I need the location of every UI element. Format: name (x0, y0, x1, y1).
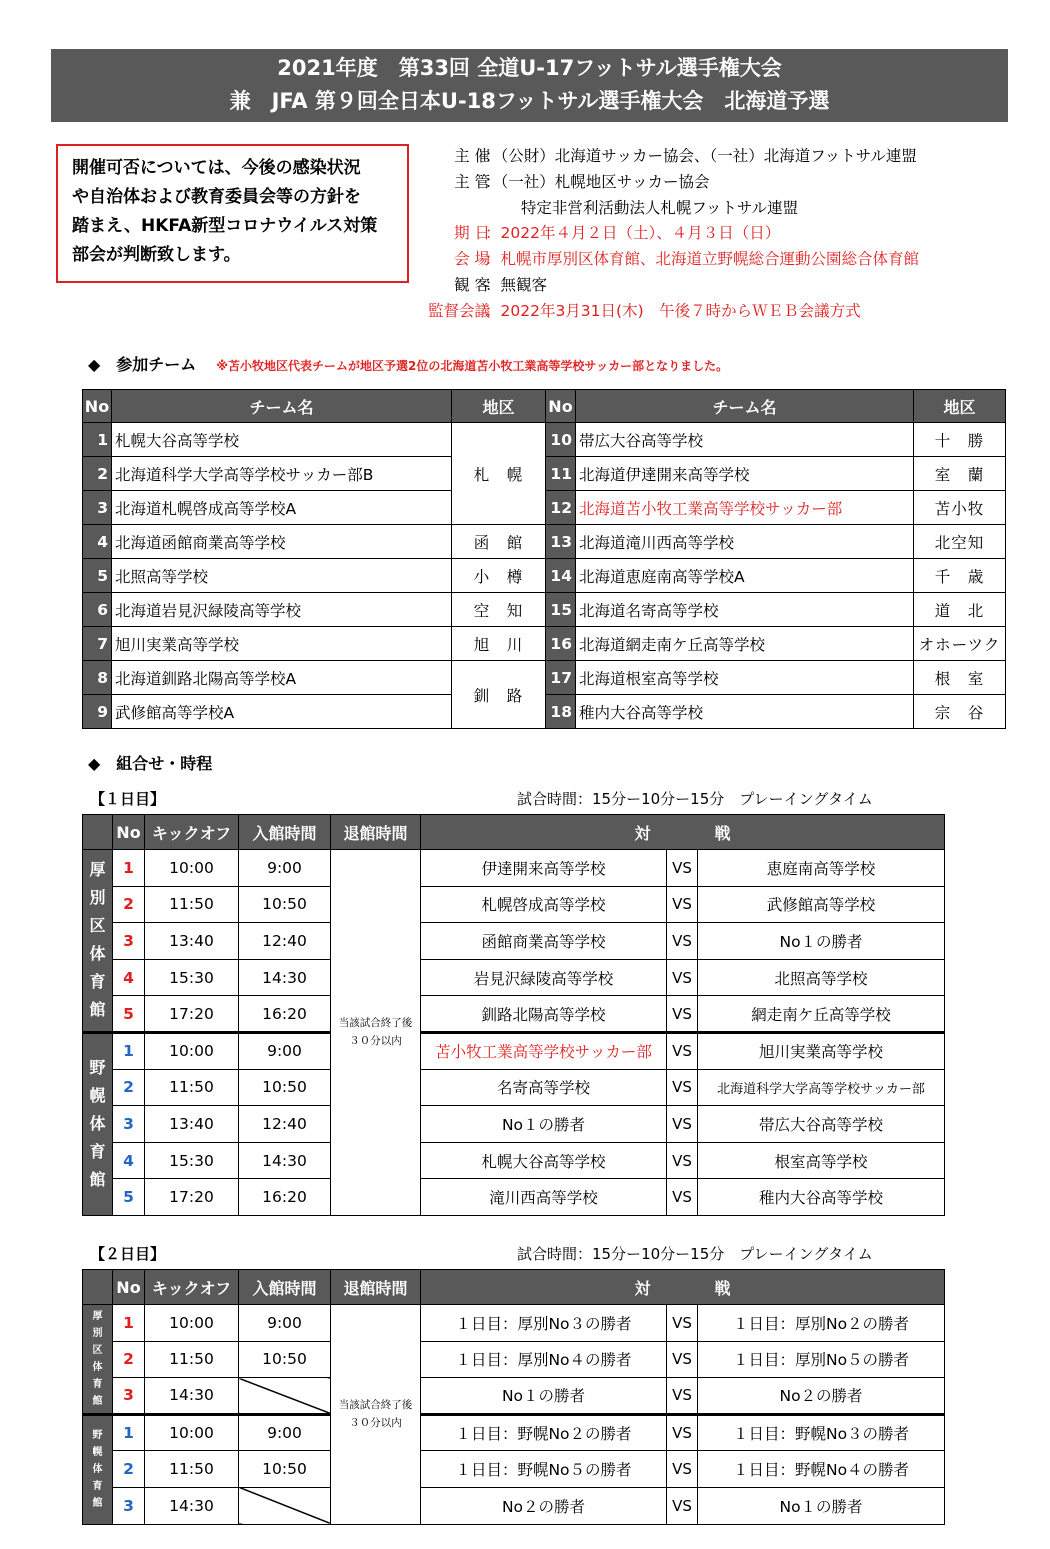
team-name: 北海道苫小牧工業高等学校サッカー部 (576, 491, 914, 525)
venue-label: 野 幌 体 育 館 (83, 1414, 113, 1524)
team-region: 十 勝 (914, 423, 1006, 457)
team-no: 7 (83, 627, 112, 661)
team-name: 北海道釧路北陽高等学校A (112, 661, 452, 695)
team-region: 小 樽 (452, 559, 546, 593)
team-row (83, 661, 1006, 695)
home-team: １日目：野幌No５の勝者 (421, 1451, 667, 1488)
away-team: 旭川実業高等学校 (698, 1032, 945, 1069)
team-row (83, 559, 1006, 593)
vs-label: VS (667, 1106, 698, 1143)
day2-schedule-table (82, 1269, 945, 1525)
kickoff-time: 11:50 (145, 1451, 239, 1488)
team-region: 千 歳 (914, 559, 1006, 593)
header-match: 対 戦 (421, 1270, 945, 1305)
team-no: 1 (83, 423, 112, 457)
team-name: 北海道根室高等学校 (576, 661, 914, 695)
team-row (83, 593, 1006, 627)
team-no: 12 (546, 491, 576, 525)
team-no: 5 (83, 559, 112, 593)
kickoff-time: 14:30 (145, 1378, 239, 1415)
teams-heading: ◆ 参加チーム (88, 355, 197, 374)
kickoff-time: 13:40 (145, 923, 239, 960)
team-region: 苫小牧 (914, 491, 1006, 525)
venue-label: 野 幌 体 育 館 (83, 1032, 113, 1215)
info-label: 会 場 (454, 250, 490, 269)
covid-notice-box (56, 144, 409, 283)
notice-line: 開催可否については、今後の感染状況 (72, 158, 361, 178)
info-value: ：2022年４月２日（土）、４月３日（日） (485, 224, 781, 243)
team-name: 武修館高等学校A (112, 695, 452, 729)
exit-time-note: 当該試合終了後 ３０分以内 (331, 1305, 421, 1525)
vs-label: VS (667, 886, 698, 923)
home-team: １日目：厚別No３の勝者 (421, 1305, 667, 1342)
match-row (83, 1032, 945, 1069)
away-team: 武修館高等学校 (698, 886, 945, 923)
team-no: 10 (546, 423, 576, 457)
vs-label: VS (667, 1142, 698, 1179)
team-name: 北海道名寄高等学校 (576, 593, 914, 627)
entry-time: 9:00 (239, 1305, 331, 1342)
header-region: 地区 (452, 390, 546, 423)
header-exit-time: 退館時間 (331, 815, 421, 850)
match-row (83, 1487, 945, 1524)
vs-label: VS (667, 923, 698, 960)
schedule-section-title: ◆ 組合せ・時程 (88, 754, 213, 773)
team-row (83, 525, 1006, 559)
team-no: 9 (83, 695, 112, 729)
match-no: 3 (113, 1378, 145, 1415)
info-value: ：（一社）札幌地区サッカー協会 (485, 172, 710, 191)
entry-time: 10:50 (239, 886, 331, 923)
info-value: ：札幌市厚別区体育館、北海道立野幌総合運動公園総合体育館 (485, 250, 920, 269)
notice-line: 部会が判断致します。 (72, 245, 241, 265)
day1-label: 【１日目】 (90, 790, 166, 808)
header-kickoff: キックオフ (145, 1270, 239, 1305)
vs-label: VS (667, 1487, 698, 1524)
team-region: オホーツク (914, 627, 1006, 661)
match-no: 3 (113, 1106, 145, 1143)
away-team: No１の勝者 (698, 923, 945, 960)
team-region: 宗 谷 (914, 695, 1006, 729)
home-team: 札幌大谷高等学校 (421, 1142, 667, 1179)
team-region: 函 館 (452, 525, 546, 559)
kickoff-time: 11:50 (145, 886, 239, 923)
kickoff-time: 14:30 (145, 1487, 239, 1524)
header-no: No (113, 1270, 145, 1305)
team-region: 根 室 (914, 661, 1006, 695)
kickoff-time: 11:50 (145, 1069, 239, 1106)
away-team: １日目：厚別No５の勝者 (698, 1341, 945, 1378)
home-team: 滝川西高等学校 (421, 1179, 667, 1216)
away-team: １日目：厚別No２の勝者 (698, 1305, 945, 1342)
header-region: 地区 (914, 390, 1006, 423)
header-blank (83, 815, 113, 850)
team-region: 旭 川 (452, 627, 546, 661)
team-row (83, 423, 1006, 457)
entry-time: 9:00 (239, 1032, 331, 1069)
match-row (83, 923, 945, 960)
vs-label: VS (667, 850, 698, 887)
entry-time: 10:50 (239, 1341, 331, 1378)
team-no: 3 (83, 491, 112, 525)
entry-time: 14:30 (239, 959, 331, 996)
team-name: 北照高等学校 (112, 559, 452, 593)
team-name: 北海道岩見沢緑陵高等学校 (112, 593, 452, 627)
kickoff-time: 10:00 (145, 1305, 239, 1342)
away-team: 網走南ケ丘高等学校 (698, 996, 945, 1033)
team-row (83, 627, 1006, 661)
day1-schedule-table (82, 814, 945, 1216)
team-region: 釧 路 (452, 661, 546, 729)
match-no: 4 (113, 959, 145, 996)
away-team: No１の勝者 (698, 1487, 945, 1524)
match-no: 2 (113, 1451, 145, 1488)
team-region: 北空知 (914, 525, 1006, 559)
kickoff-time: 10:00 (145, 850, 239, 887)
match-no: 3 (113, 1487, 145, 1524)
match-no: 2 (113, 1069, 145, 1106)
entry-time: 16:20 (239, 1179, 331, 1216)
team-name: 札幌大谷高等学校 (112, 423, 452, 457)
home-team: 岩見沢緑陵高等学校 (421, 959, 667, 996)
notice-line: 踏まえ、HKFA新型コロナウイルス対策 (72, 216, 378, 236)
info-value: ：2022年3月31日(木) 午後７時からＷＥＢ会議方式 (485, 301, 861, 320)
team-name: 北海道網走南ケ丘高等学校 (576, 627, 914, 661)
title-line-2: 兼 JFA 第９回全日本U-18フットサル選手権大会 北海道予選 (229, 89, 830, 113)
kickoff-time: 10:00 (145, 1414, 239, 1451)
header-match: 対 戦 (421, 815, 945, 850)
match-row (83, 959, 945, 996)
info-row (405, 144, 1025, 170)
team-name: 北海道科学大学高等学校サッカー部B (112, 457, 452, 491)
match-row (83, 1142, 945, 1179)
day2-match-time: 試合時間：15分ー10分ー15分 プレーイングタイム (517, 1245, 873, 1263)
vs-label: VS (667, 1451, 698, 1488)
title-banner (51, 49, 1008, 122)
home-team: 名寄高等学校 (421, 1069, 667, 1106)
info-row (405, 170, 1025, 196)
entry-time: 12:40 (239, 1106, 331, 1143)
kickoff-time: 15:30 (145, 1142, 239, 1179)
kickoff-time: 17:20 (145, 1179, 239, 1216)
header-team-name: チーム名 (112, 390, 452, 423)
entry-time: 9:00 (239, 1414, 331, 1451)
away-team: 恵庭南高等学校 (698, 850, 945, 887)
team-name: 稚内大谷高等学校 (576, 695, 914, 729)
match-row (83, 1069, 945, 1106)
team-name: 帯広大谷高等学校 (576, 423, 914, 457)
vs-label: VS (667, 1341, 698, 1378)
vs-label: VS (667, 959, 698, 996)
team-name: 北海道札幌啓成高等学校A (112, 491, 452, 525)
away-team: 稚内大谷高等学校 (698, 1179, 945, 1216)
match-no: 2 (113, 1341, 145, 1378)
match-row (83, 996, 945, 1033)
venue-label: 厚 別 区 体 育 館 (83, 1305, 113, 1415)
match-no: 4 (113, 1142, 145, 1179)
vs-label: VS (667, 996, 698, 1033)
info-value: ：無観客 (485, 275, 548, 294)
entry-time: 10:50 (239, 1069, 331, 1106)
info-value: 特定非営利活動法人札幌フットサル連盟 (485, 198, 799, 217)
team-no: 14 (546, 559, 576, 593)
info-label: 観 客 (454, 275, 490, 294)
match-row (83, 1378, 945, 1415)
home-team: 札幌啓成高等学校 (421, 886, 667, 923)
match-row (83, 1179, 945, 1216)
team-name: 北海道滝川西高等学校 (576, 525, 914, 559)
teams-table (82, 389, 1006, 729)
away-team: １日目：野幌No３の勝者 (698, 1414, 945, 1451)
vs-label: VS (667, 1032, 698, 1069)
day2-label: 【２日目】 (90, 1245, 166, 1263)
vs-label: VS (667, 1305, 698, 1342)
vs-label: VS (667, 1378, 698, 1415)
kickoff-time: 15:30 (145, 959, 239, 996)
event-info (405, 144, 1025, 325)
kickoff-time: 13:40 (145, 1106, 239, 1143)
home-team: １日目：厚別No４の勝者 (421, 1341, 667, 1378)
home-team: 函館商業高等学校 (421, 923, 667, 960)
entry-time: 10:50 (239, 1451, 331, 1488)
kickoff-time: 10:00 (145, 1032, 239, 1069)
home-team: １日目：野幌No２の勝者 (421, 1414, 667, 1451)
header-no: No (83, 390, 112, 423)
away-team: 帯広大谷高等学校 (698, 1106, 945, 1143)
entry-time: 14:30 (239, 1142, 331, 1179)
team-no: 13 (546, 525, 576, 559)
home-team: No１の勝者 (421, 1106, 667, 1143)
team-region: 空 知 (452, 593, 546, 627)
match-no: 1 (113, 850, 145, 887)
home-team: No１の勝者 (421, 1378, 667, 1415)
info-row (405, 273, 1025, 299)
header-blank (83, 1270, 113, 1305)
away-team: 根室高等学校 (698, 1142, 945, 1179)
entry-time (239, 1487, 331, 1524)
match-no: 5 (113, 1179, 145, 1216)
match-no: 3 (113, 923, 145, 960)
teams-section-title (88, 352, 728, 375)
match-no: 2 (113, 886, 145, 923)
match-row (83, 1451, 945, 1488)
entry-time (239, 1378, 331, 1415)
info-label: 主 管 (454, 172, 490, 191)
home-team: No２の勝者 (421, 1487, 667, 1524)
away-team: 北海道科学大学高等学校サッカー部 (698, 1069, 945, 1106)
team-no: 15 (546, 593, 576, 627)
team-no: 8 (83, 661, 112, 695)
info-row (405, 299, 1025, 325)
match-row (83, 1106, 945, 1143)
info-value: ：（公財）北海道サッカー協会、（一社）北海道フットサル連盟 (485, 147, 917, 165)
match-row (83, 1414, 945, 1451)
home-team: 釧路北陽高等学校 (421, 996, 667, 1033)
team-region: 室 蘭 (914, 457, 1006, 491)
title-line-1: 2021年度 第33回 全道U-17フットサル選手権大会 (277, 56, 782, 80)
away-team: 北照高等学校 (698, 959, 945, 996)
entry-time: 16:20 (239, 996, 331, 1033)
info-row (405, 196, 1025, 222)
home-team: 伊達開来高等学校 (421, 850, 667, 887)
header-entry-time: 入館時間 (239, 815, 331, 850)
home-team: 苫小牧工業高等学校サッカー部 (421, 1032, 667, 1069)
team-region: 札 幌 (452, 423, 546, 525)
header-exit-time: 退館時間 (331, 1270, 421, 1305)
exit-time-note: 当該試合終了後 ３０分以内 (331, 850, 421, 1216)
away-team: No２の勝者 (698, 1378, 945, 1415)
team-no: 17 (546, 661, 576, 695)
notice-line: や自治体および教育委員会等の方針を (72, 187, 361, 207)
kickoff-time: 17:20 (145, 996, 239, 1033)
info-label: 監督会議 (427, 301, 490, 320)
header-entry-time: 入館時間 (239, 1270, 331, 1305)
team-name: 北海道伊達開来高等学校 (576, 457, 914, 491)
team-name: 旭川実業高等学校 (112, 627, 452, 661)
info-label: 主 催 (454, 147, 490, 165)
match-no: 1 (113, 1032, 145, 1069)
vs-label: VS (667, 1179, 698, 1216)
info-row (405, 247, 1025, 273)
match-row (83, 1305, 945, 1342)
team-no: 6 (83, 593, 112, 627)
match-no: 1 (113, 1305, 145, 1342)
header-kickoff: キックオフ (145, 815, 239, 850)
vs-label: VS (667, 1414, 698, 1451)
team-no: 11 (546, 457, 576, 491)
info-label: 期 日 (454, 224, 490, 243)
team-name: 北海道恵庭南高等学校A (576, 559, 914, 593)
team-no: 18 (546, 695, 576, 729)
team-name: 北海道函館商業高等学校 (112, 525, 452, 559)
teams-note: ※苫小牧地区代表チームが地区予選2位の北海道苫小牧工業高等学校サッカー部となりました。 (216, 359, 729, 373)
match-no: 5 (113, 996, 145, 1033)
day1-match-time: 試合時間：15分ー10分ー15分 プレーイングタイム (517, 790, 873, 808)
match-row (83, 886, 945, 923)
match-row (83, 850, 945, 887)
match-row (83, 1341, 945, 1378)
vs-label: VS (667, 1069, 698, 1106)
venue-label: 厚 別 区 体 育 館 (83, 850, 113, 1033)
header-no: No (113, 815, 145, 850)
team-no: 16 (546, 627, 576, 661)
team-no: 2 (83, 457, 112, 491)
header-team-name: チーム名 (576, 390, 914, 423)
info-row (405, 221, 1025, 247)
team-no: 4 (83, 525, 112, 559)
entry-time: 12:40 (239, 923, 331, 960)
header-no: No (546, 390, 576, 423)
entry-time: 9:00 (239, 850, 331, 887)
match-no: 1 (113, 1414, 145, 1451)
team-region: 道 北 (914, 593, 1006, 627)
kickoff-time: 11:50 (145, 1341, 239, 1378)
away-team: １日目：野幌No４の勝者 (698, 1451, 945, 1488)
